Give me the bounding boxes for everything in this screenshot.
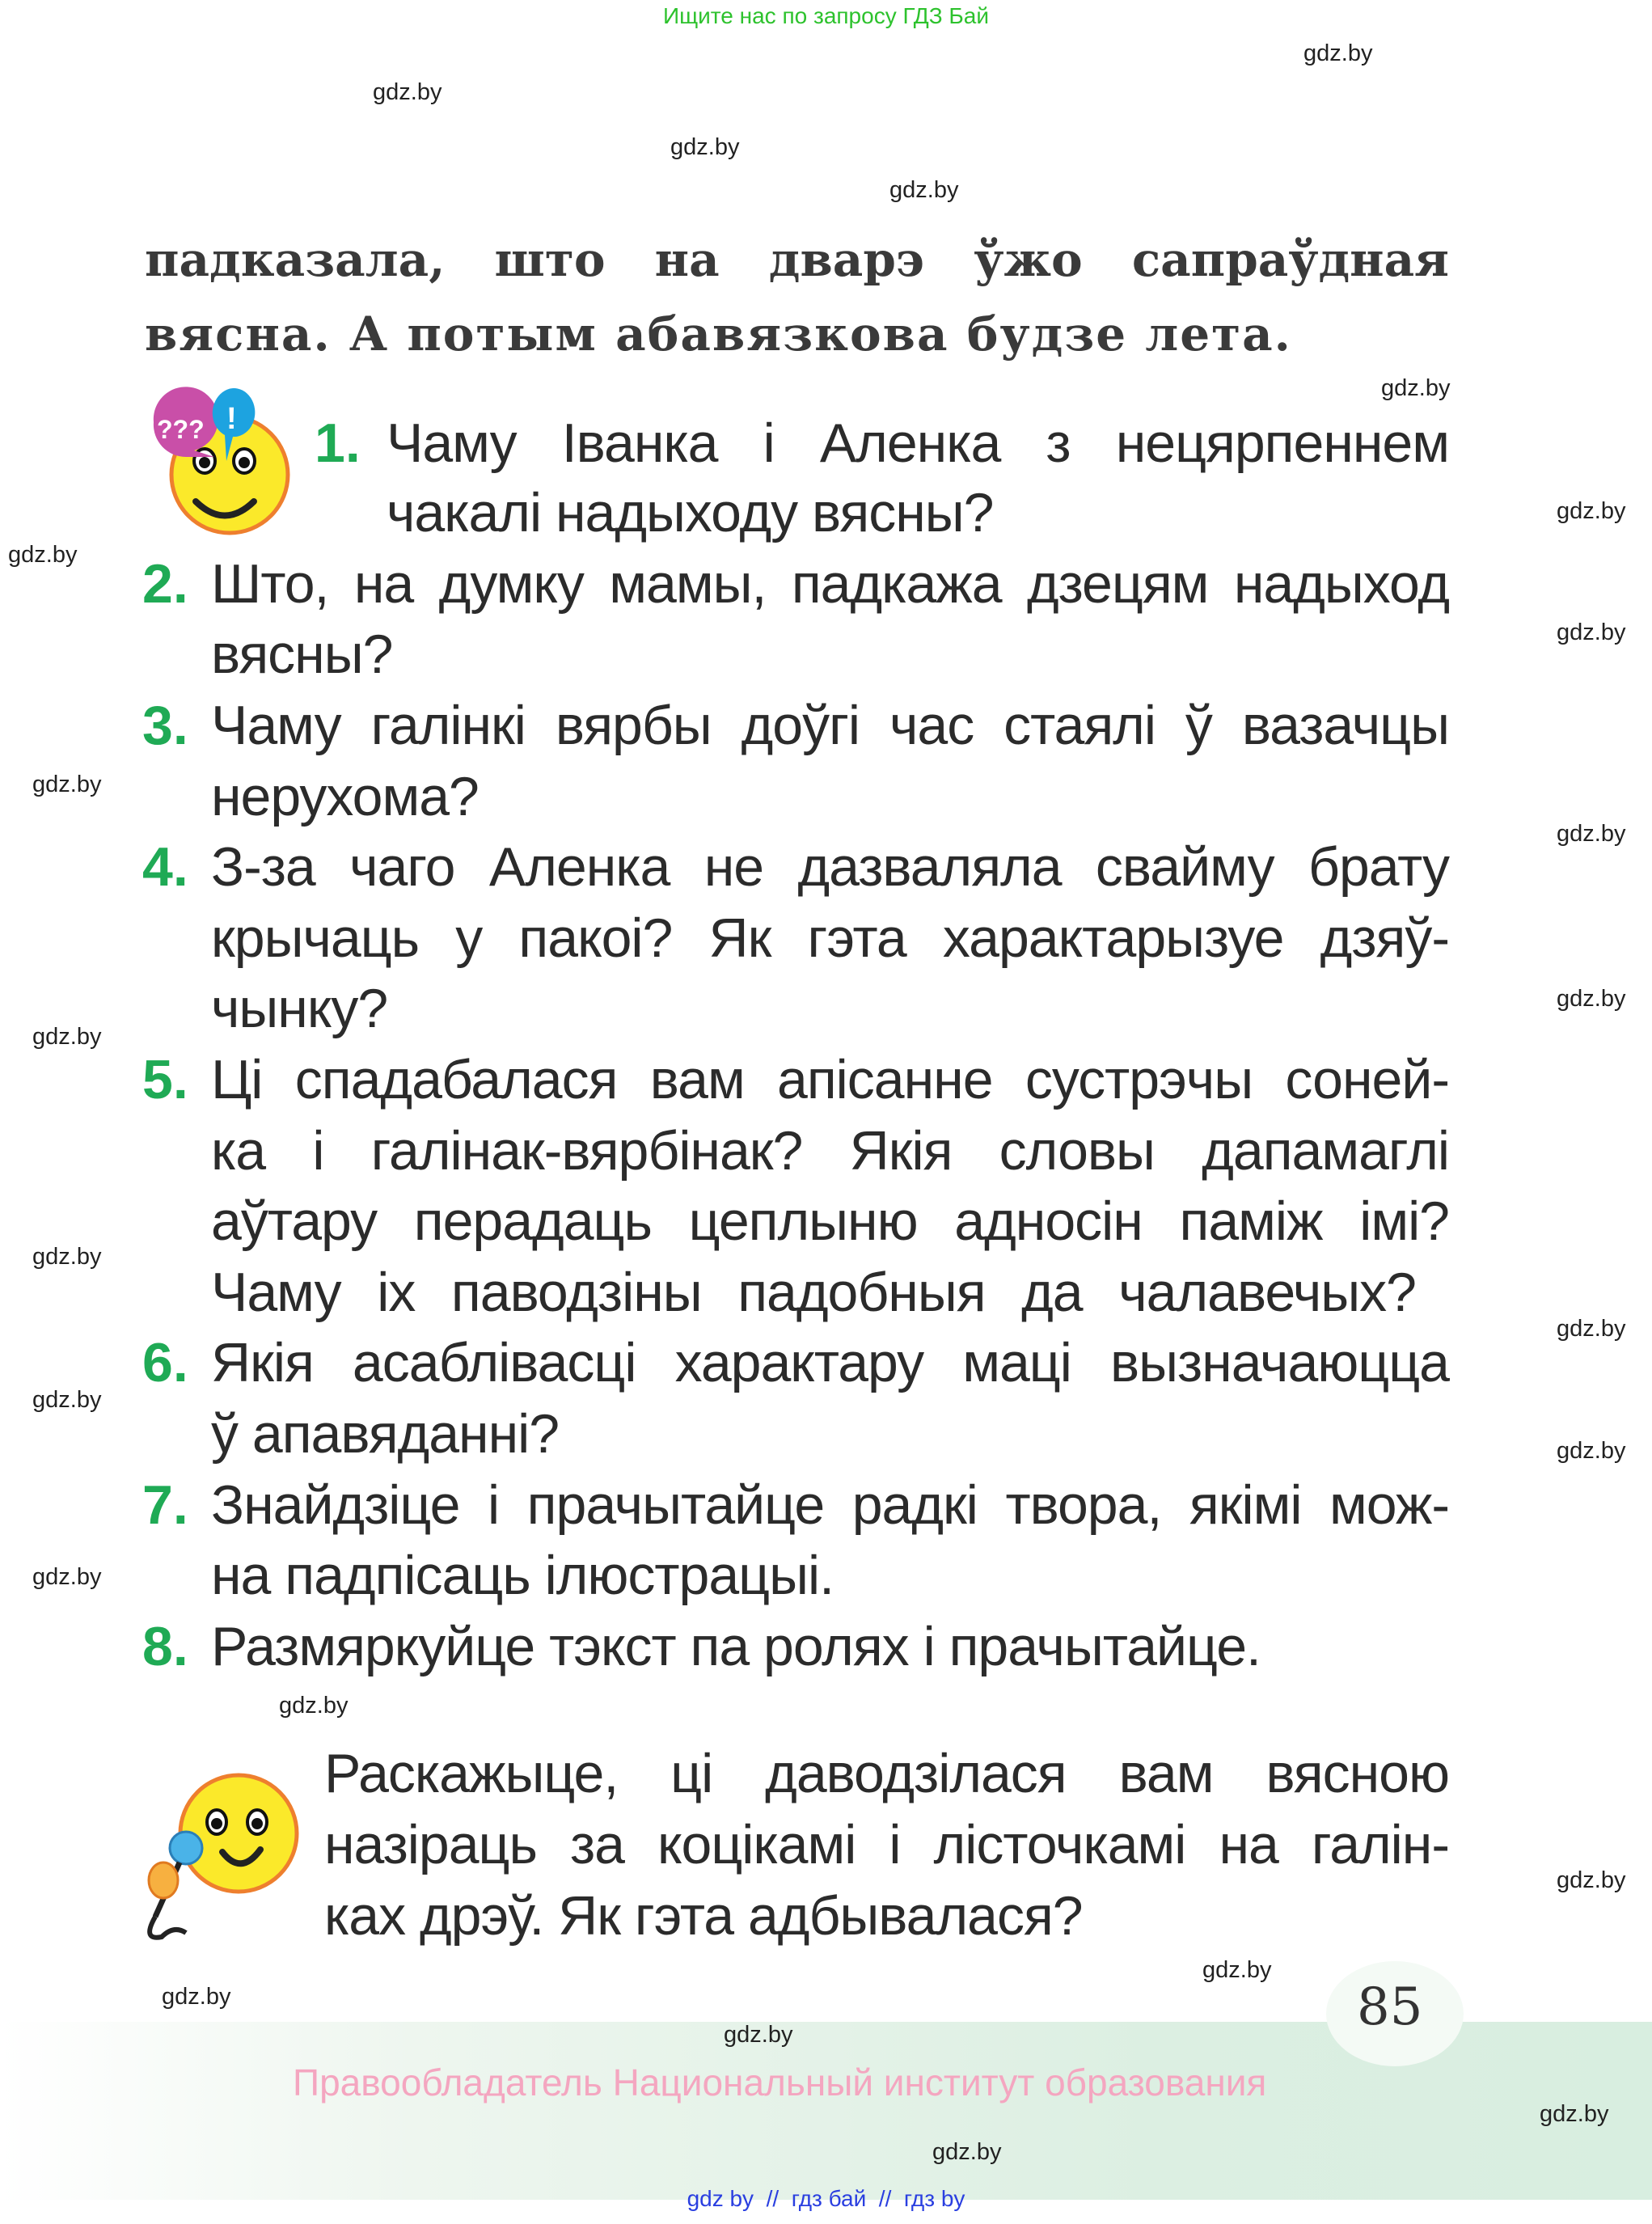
question-line: Размяркуйце тэкст па ролях і прачытайце. [211, 1616, 1261, 1677]
question-number: 3. [142, 695, 188, 756]
watermark: gdz.by [1303, 40, 1373, 66]
intro-line: вясна. А потым абавязкова будзе лета. [145, 307, 1292, 362]
watermark: gdz.by [1557, 619, 1626, 645]
question-line: Чаму галінкі вярбы доўгі час стаялі ў вазачцы [211, 695, 1449, 756]
watermark: gdz.by [1557, 1867, 1626, 1893]
exclamation-mark: ! [226, 402, 237, 436]
question-line: ў апавяданні? [211, 1403, 560, 1465]
watermark: gdz.by [279, 1693, 349, 1719]
copyright-notice: Правообладатель Национальный институт образования [293, 2061, 1267, 2103]
question-number: 8. [142, 1616, 188, 1677]
question-number: 6. [142, 1332, 188, 1393]
discussion-line: ках дрэў. Як гэта адбывалася? [324, 1885, 1083, 1947]
discussion-line: Раскажыце, ці даводзілася вам вясною [324, 1743, 1449, 1804]
footer-links[interactable]: gdz by // гдз бай // гдз by [687, 2186, 965, 2211]
question-number: 7. [142, 1474, 188, 1536]
question-line: чакалі надыходу вясны? [387, 482, 994, 543]
question-number: 1. [315, 412, 361, 474]
question-number: 2. [142, 553, 188, 615]
watermark: gdz.by [1557, 821, 1626, 847]
question-line: Знайдзіце і прачытайце радкі твора, якімі мож- [211, 1474, 1449, 1536]
discussion-line: назіраць за коцікамі і лісточкамі на галін- [324, 1814, 1449, 1875]
question-line: аўтару перадаць цеплыню адносін паміж імі? [211, 1190, 1449, 1252]
question-line: Чаму Іванка і Аленка з нецярпеннем [387, 412, 1449, 474]
watermark: gdz.by [889, 177, 959, 203]
question-smiley-icon [137, 372, 299, 542]
question-line: З-за чаго Аленка не дазваляла свайму брату [211, 836, 1449, 898]
watermark: gdz.by [1557, 498, 1626, 524]
question-line: крычаць у пакоі? Як гэта характарызуе дзяў- [211, 907, 1449, 969]
watermark: gdz.by [162, 1984, 231, 2010]
top-banner: Ищите нас по запросу ГДЗ Бай [662, 3, 990, 28]
watermark: gdz.by [1202, 1957, 1272, 1983]
watermark: gdz.by [1540, 2101, 1609, 2127]
watermark: gdz.by [373, 79, 442, 105]
question-marks: ??? [157, 415, 205, 444]
question-line: нерухома? [211, 766, 479, 827]
watermark: gdz.by [1557, 1438, 1626, 1464]
watermark: gdz.by [32, 1024, 102, 1050]
watermark: gdz.by [32, 1387, 102, 1413]
question-line: Чаму іх паводзіны падобныя да чалавечых? [211, 1262, 1416, 1323]
question-line: Што, на думку мамы, падкажа дзецям надыход [211, 553, 1449, 615]
question-line: Якія асаблівасці характару маці вызначаюцца [211, 1332, 1449, 1393]
watermark: gdz.by [32, 772, 102, 797]
watermark: gdz.by [670, 134, 740, 160]
page-number: 85 [1357, 1977, 1423, 2037]
question-number: 4. [142, 836, 188, 898]
watermark: gdz.by [1381, 375, 1451, 401]
watermark: gdz.by [932, 2139, 1002, 2165]
intro-line: падказала, што на дварэ ўжо сапраўдная [145, 232, 1449, 287]
question-line: вясны? [211, 624, 393, 685]
watermark: gdz.by [32, 1244, 102, 1270]
microphone-smiley-icon [137, 1751, 311, 1945]
watermark: gdz.by [1557, 1316, 1626, 1342]
question-line: на падпісаць ілюстрацыі. [211, 1545, 834, 1606]
watermark: gdz.by [724, 2022, 793, 2048]
watermark: gdz.by [8, 542, 78, 568]
question-line: Ці спадабалася вам апісанне сустрэчы соней- [211, 1049, 1449, 1110]
question-number: 5. [142, 1049, 188, 1110]
question-line: чынку? [211, 978, 388, 1039]
watermark: gdz.by [32, 1564, 102, 1590]
question-line: ка і галінак-вярбінак? Якія словы дапамаглі [211, 1120, 1449, 1182]
watermark: gdz.by [1557, 986, 1626, 1012]
